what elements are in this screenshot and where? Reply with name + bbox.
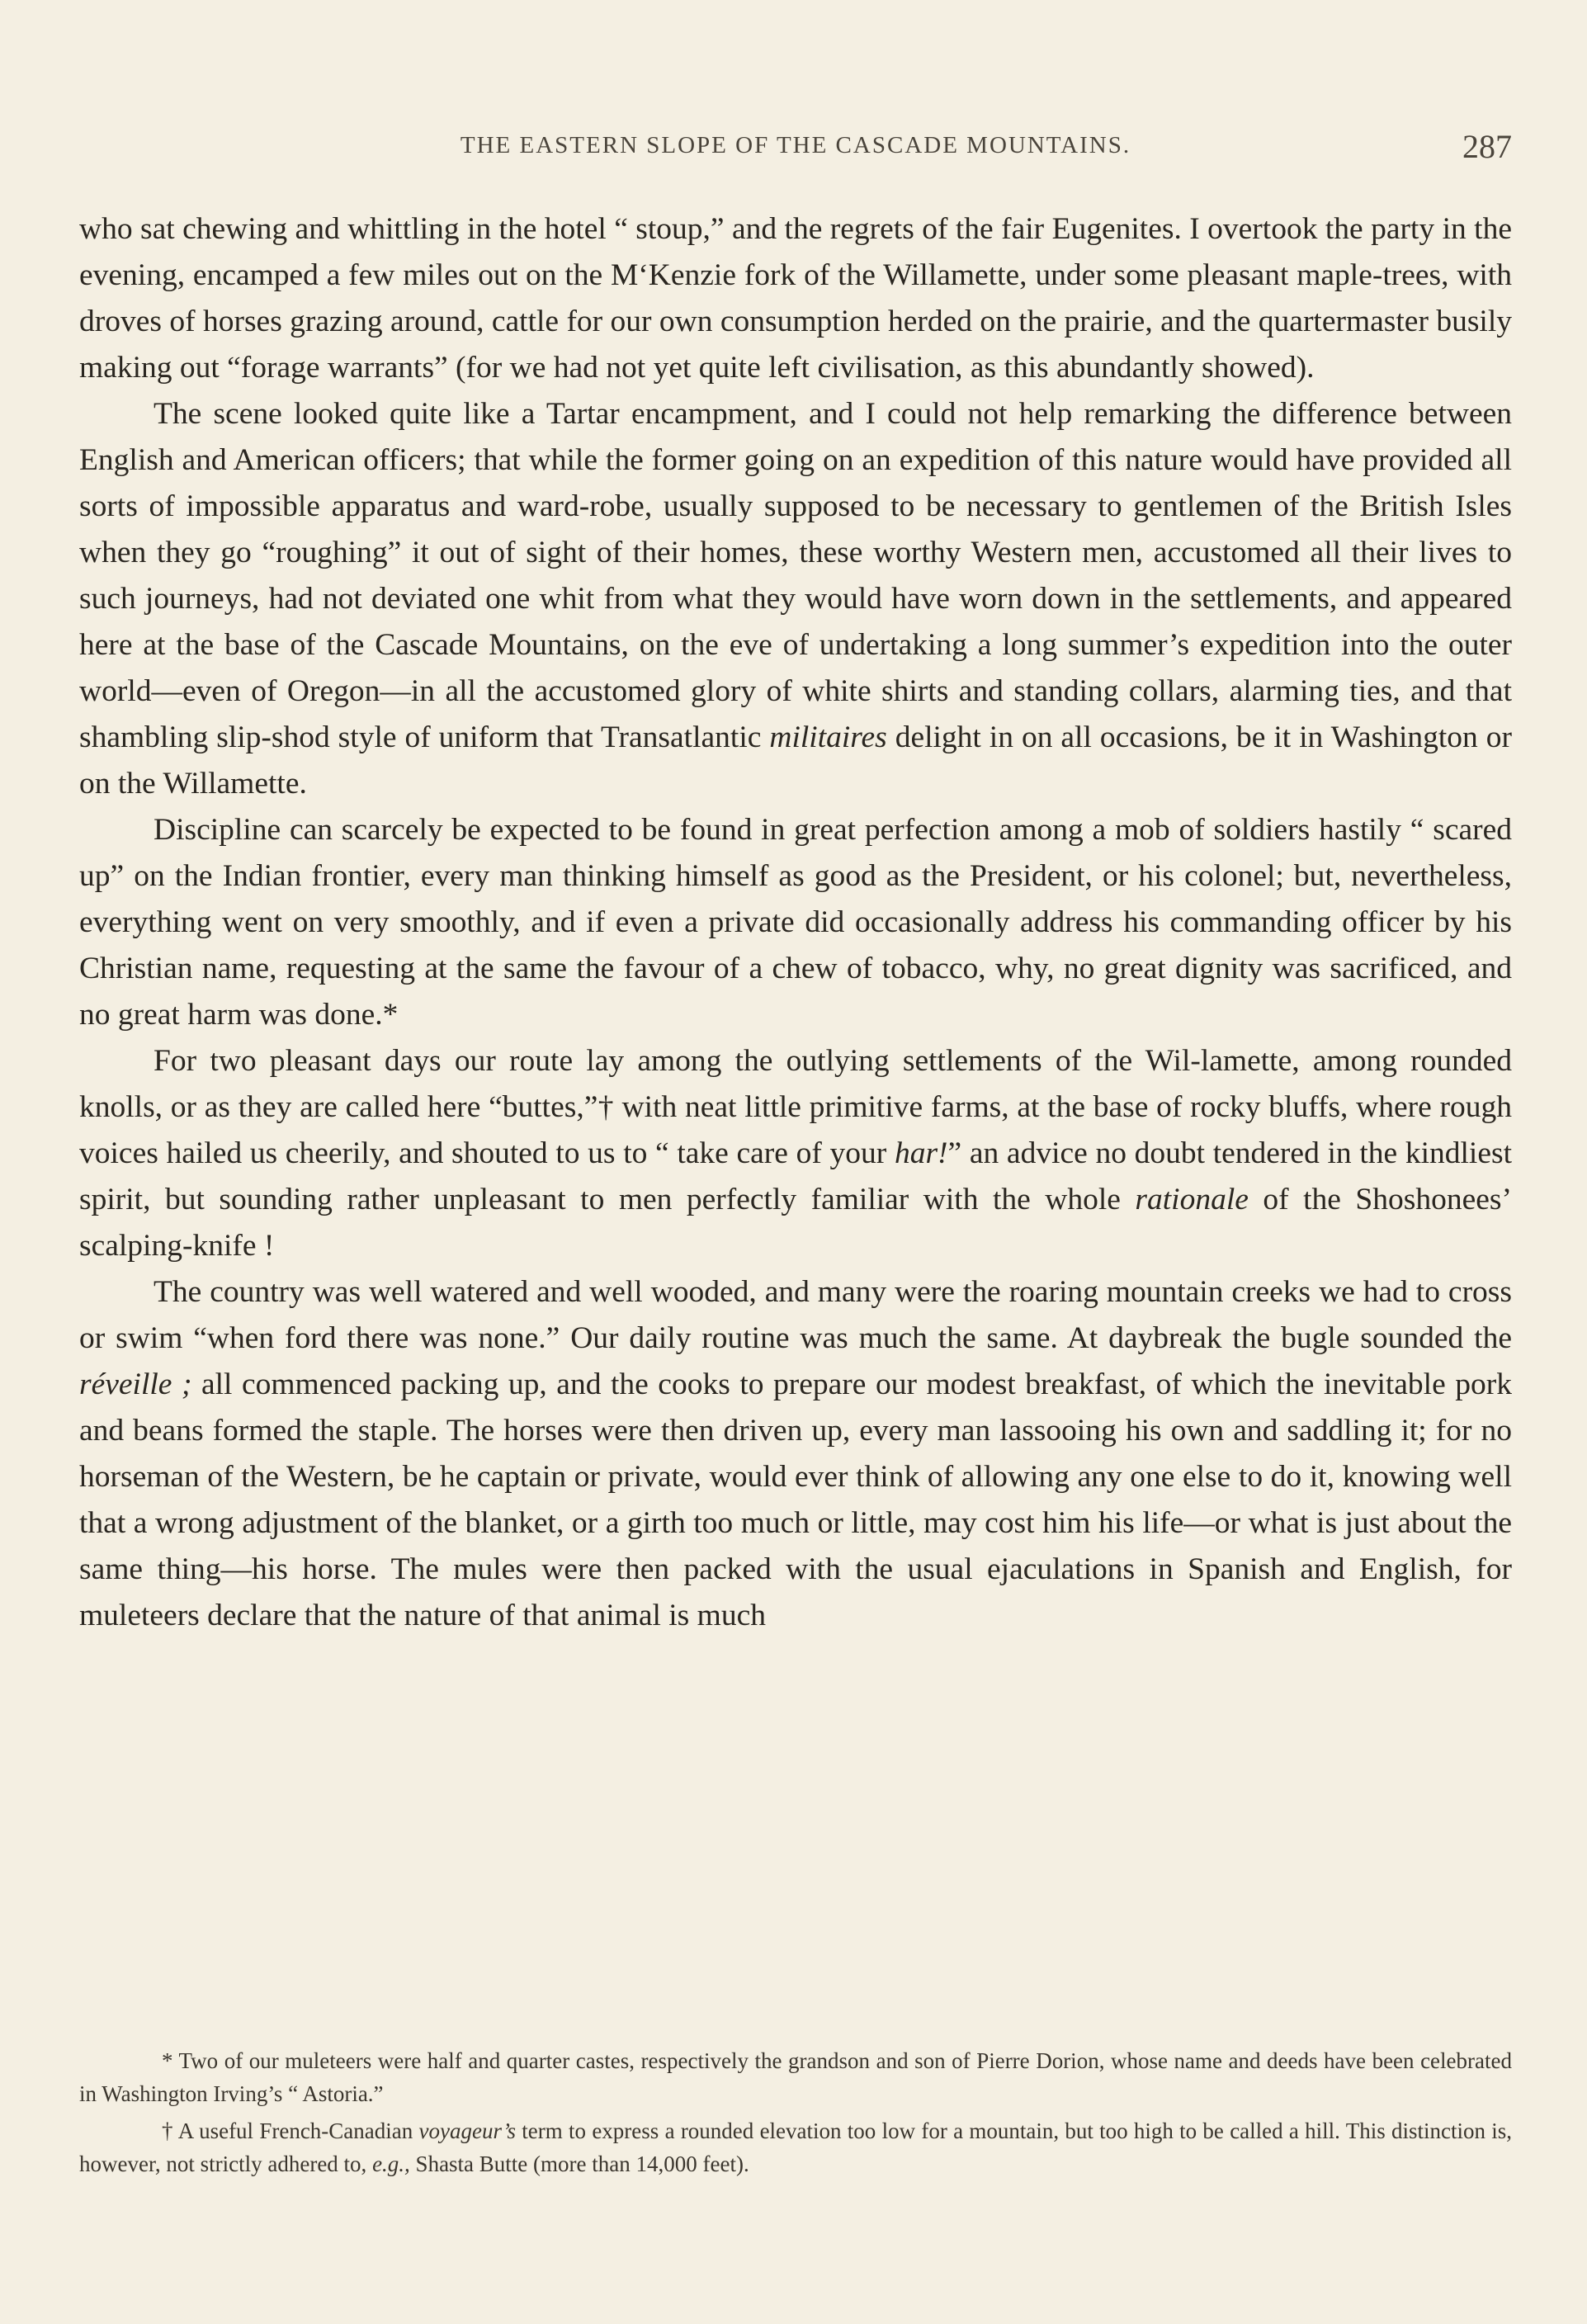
paragraph-text: For two pleasant days our route lay among the outlying settlements of the Wil-lamette, among rounded knolls, or as they are called here “buttes,”† with neat little primitive farms, at the base of rocky bluffs, where rough voices hailed us cheerily, and shouted to us to “ take care of your	[79, 1044, 1512, 1170]
paragraph-5	[79, 1269, 1512, 1639]
running-title: THE EASTERN SLOPE OF THE CASCADE MOUNTAINS.	[460, 132, 1131, 158]
paragraph-text: delight in on all occasions, be it in Washington or on the Willamette.	[79, 720, 1512, 801]
italic-term: militaires	[769, 720, 887, 754]
paragraph-text: all commenced packing up, and the cooks to prepare our modest breakfast, of which the inevitable pork and beans formed the staple. The horses were then driven up, every man lassooing his own and saddling it; for no horseman of the Western, be he captain or private, would ever think of allowing any one else to do it, knowing well that a wrong adjustment of the blanket, or a girth too much or little, may cost him his life—or what is just about the same thing—his horse. The mules were then packed with the usual ejaculations in Spanish and English, for muleteers declare that the nature of that animal is much	[79, 1367, 1513, 1632]
paragraph-4	[79, 1038, 1512, 1269]
paragraph-3	[79, 807, 1512, 1038]
paragraph-1	[79, 206, 1512, 391]
paragraph-text: who sat chewing and whittling in the hotel “ stoup,” and the regrets of the fair Eugenites. I overtook the party in the evening, encamped a few miles out on the M‘Kenzie fork of the Willamette, under some pleasant maple-trees, with droves of horses grazing around, cattle for our own consumption herded on the prairie, and the quartermaster busily making out “forage warrants” (for we had not yet quite left civilisation, as this abundantly showed).	[79, 212, 1512, 385]
footnote-text: * Two of our muleteers were half and quarter castes, respectively the grandson and son of Pierre Dorion, whose name and deeds have been celebrated in Washington Irving’s “ Astoria.”	[79, 2048, 1512, 2106]
page-number: 287	[1462, 128, 1512, 165]
italic-term: réveille ;	[79, 1367, 192, 1401]
paragraph-text: The country was well watered and well wooded, and many were the roaring mountain creeks we had to cross or swim “when ford there was none.” Our daily routine was much the same. At daybreak the bugle sounded the	[79, 1275, 1512, 1355]
footnote-text: Shasta Butte (more than 14,000 feet).	[409, 2152, 749, 2176]
body-text	[79, 206, 1512, 1639]
footnotes	[79, 2044, 1512, 2185]
paragraph-text: The scene looked quite like a Tartar encampment, and I could not help remarking the difference between English and American officers; that while the former going on an expedition of this nature would have provided all sorts of impossible apparatus and ward-robe, usually supposed to be necessary to gentlemen of the British Isles when they go “roughing” it out of sight of their homes, these worthy Western men, accustomed all their lives to such journeys, had not deviated one whit from what they would have worn down in the settlements, and appeared here at the base of the Cascade Mountains, on the eve of undertaking a long summer’s expedition into the outer world—even of Oregon—in all the accustomed glory of white shirts and standing collars, alarming ties, and that shambling slip-shod style of uniform that Transatlantic	[79, 397, 1512, 754]
footnote-2	[79, 2114, 1512, 2180]
paragraph-text: of the Shoshonees’ scalping-knife !	[79, 1183, 1513, 1263]
paragraph-2	[79, 391, 1512, 807]
footnote-1	[79, 2044, 1512, 2110]
italic-term: rationale	[1135, 1183, 1249, 1216]
paragraph-text: Discipline can scarcely be expected to be found in great perfection among a mob of soldiers hastily “ scared up” on the Indian frontier, every man thinking himself as good as the President, or his colonel; but, nevertheless, everything went on very smoothly, and if even a private did occasionally address his commanding officer by his Christian name, requesting at the same the favour of a chew of tobacco, why, no great dignity was sacrificed, and no great harm was done.*	[79, 813, 1512, 1032]
italic-term: har!	[894, 1136, 948, 1170]
page-header	[79, 128, 1512, 182]
paragraph-text: ” an advice no doubt tendered in the kindliest spirit, but sounding rather unpleasant to men perfectly familiar with the whole	[79, 1136, 1512, 1216]
italic-term: e.g.,	[372, 2152, 410, 2176]
footnote-text: term to express a rounded elevation too low for a mountain, but too high to be called a hill. This distinction is, however, not strictly adhered to,	[79, 2119, 1513, 2176]
italic-term: voyageur’s	[418, 2119, 517, 2143]
footnote-text: † A useful French-Canadian	[162, 2119, 419, 2143]
